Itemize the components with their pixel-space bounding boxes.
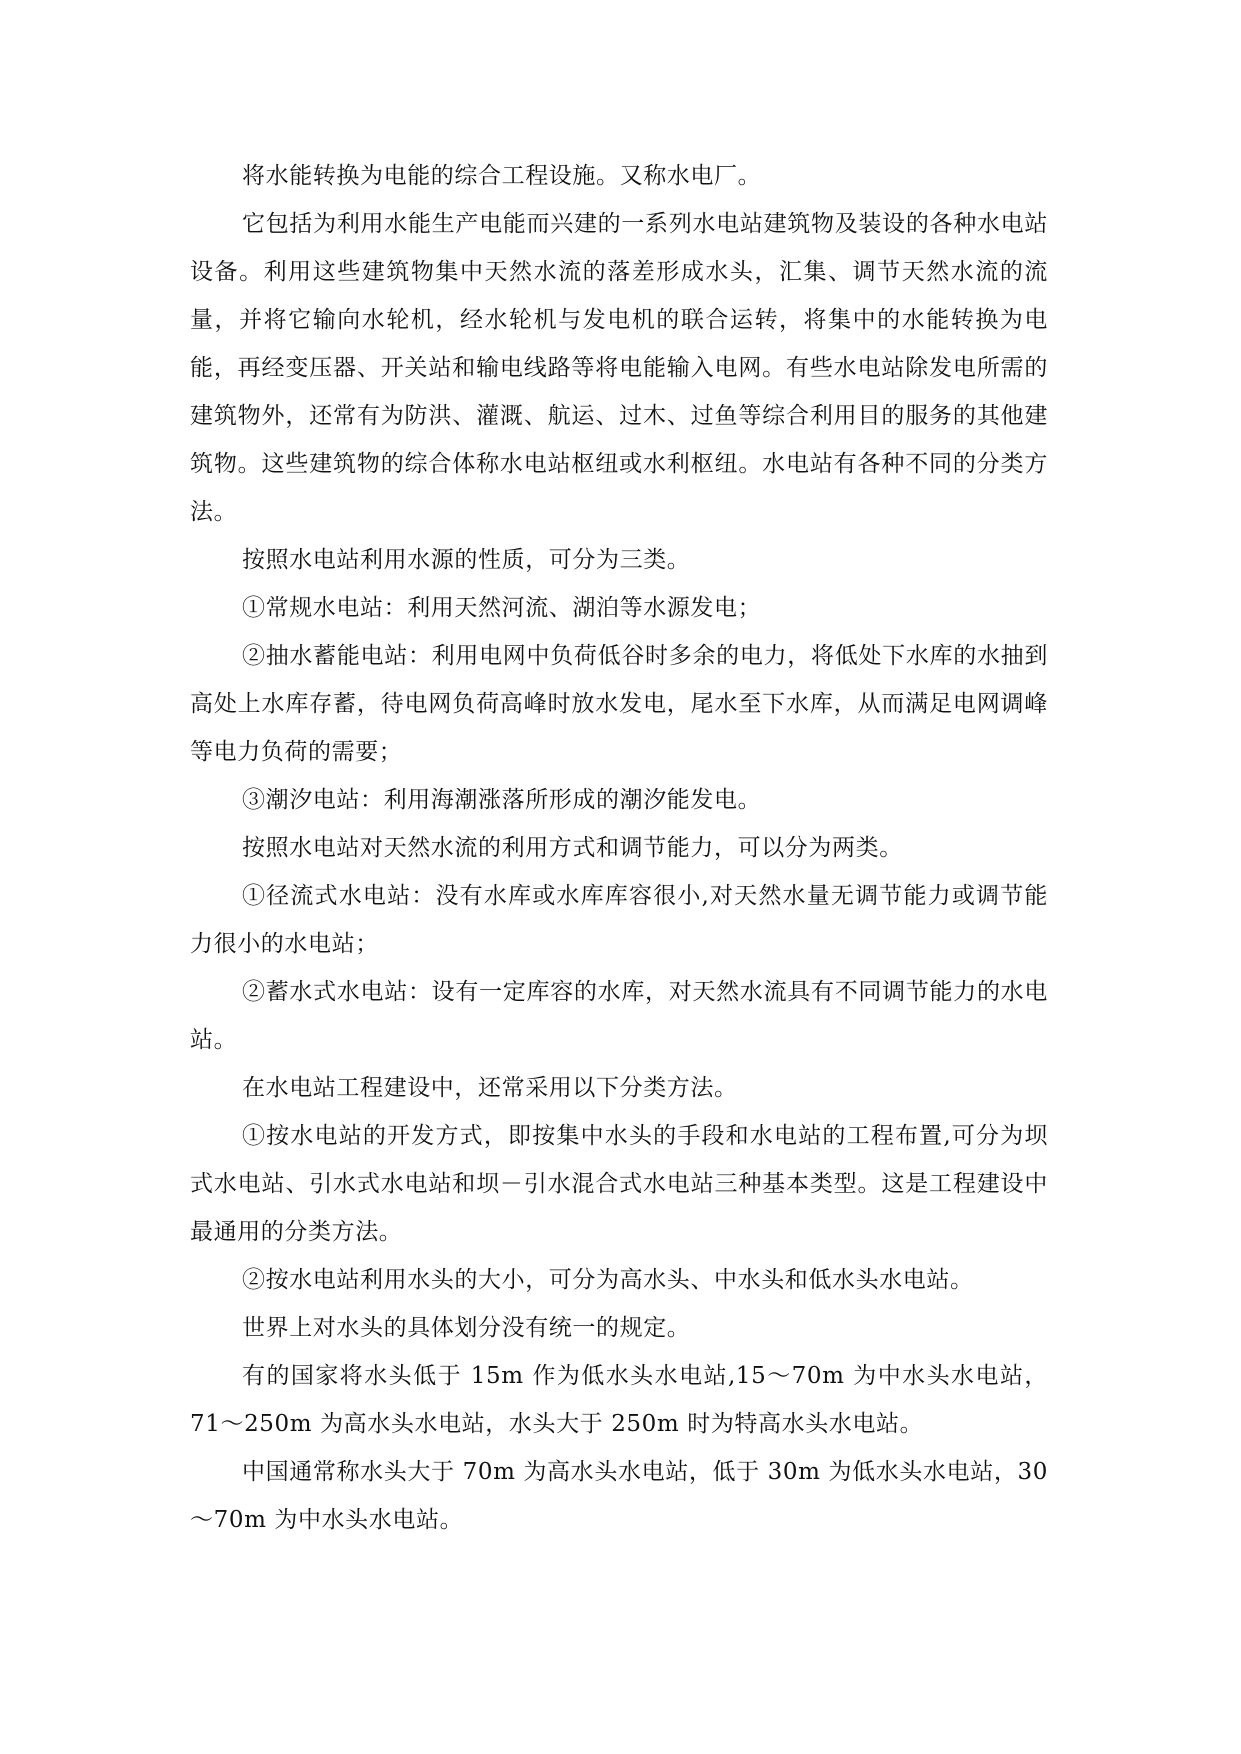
paragraph-pumped-storage: ②抽水蓄能电站：利用电网中负荷低谷时多余的电力，将低处下水库的水抽到高处上水库存蓄，待电网负荷高峰时放水发电，尾水至下水库，从而满足电网调峰等电力负荷的需要；	[190, 643, 1048, 765]
paragraph-classification-by-regulation: 按照水电站对天然水流的利用方式和调节能力，可以分为两类。	[242, 835, 903, 861]
paragraph-head-size: ②按水电站利用水头的大小，可分为高水头、中水头和低水头水电站。	[242, 1267, 974, 1293]
paragraph-china-head: 中国通常称水头大于 70m 为高水头水电站，低于 30m 为低水头水电站，30～70m 为中水头水电站。	[190, 1459, 1048, 1533]
paragraph-run-of-river: ①径流式水电站：没有水库或水库库容很小,对天然水量无调节能力或调节能力很小的水电站；	[190, 883, 1048, 957]
paragraph-classification-by-source: 按照水电站利用水源的性质，可分为三类。	[242, 547, 691, 573]
paragraph-other-countries-head: 有的国家将水头低于 15m 作为低水头水电站,15～70m 为中水头水电站，71～250m 为高水头水电站，水头大于 250m 时为特高水头水电站。	[190, 1363, 1048, 1437]
paragraph-no-unified-rule: 世界上对水头的具体划分没有统一的规定。	[242, 1315, 691, 1341]
paragraph-development-mode: ①按水电站的开发方式，即按集中水头的手段和水电站的工程布置,可分为坝式水电站、引水式水电站和坝－引水混合式水电站三种基本类型。这是工程建设中最通用的分类方法。	[190, 1123, 1048, 1245]
paragraph-conventional-station: ①常规水电站：利用天然河流、湖泊等水源发电；	[242, 595, 762, 621]
paragraph-definition: 将水能转换为电能的综合工程设施。又称水电厂。	[242, 163, 762, 189]
paragraph-tidal-station: ③潮汐电站：利用海潮涨落所形成的潮汐能发电。	[242, 787, 762, 813]
paragraph-engineering-classification: 在水电站工程建设中，还常采用以下分类方法。	[242, 1075, 738, 1101]
paragraph-storage-station: ②蓄水式水电站：设有一定库容的水库，对天然水流具有不同调节能力的水电站。	[190, 979, 1048, 1053]
paragraph-overview: 它包括为利用水能生产电能而兴建的一系列水电站建筑物及装设的各种水电站设备。利用这些建筑物集中天然水流的落差形成水头，汇集、调节天然水流的流量，并将它输向水轮机，经水轮机与发电机的联合运转，将集中的水能转换为电能，再经变压器、开关站和输电线路等将电能输入电网。有些水电站除发电所需的建筑物外，还常有为防洪、灌溉、航运、过木、过鱼等综合利用目的服务的其他建筑物。这些建筑物的综合体称水电站枢纽或水利枢纽。水电站有各种不同的分类方法。	[190, 211, 1048, 525]
document-body	[190, 152, 1048, 1544]
